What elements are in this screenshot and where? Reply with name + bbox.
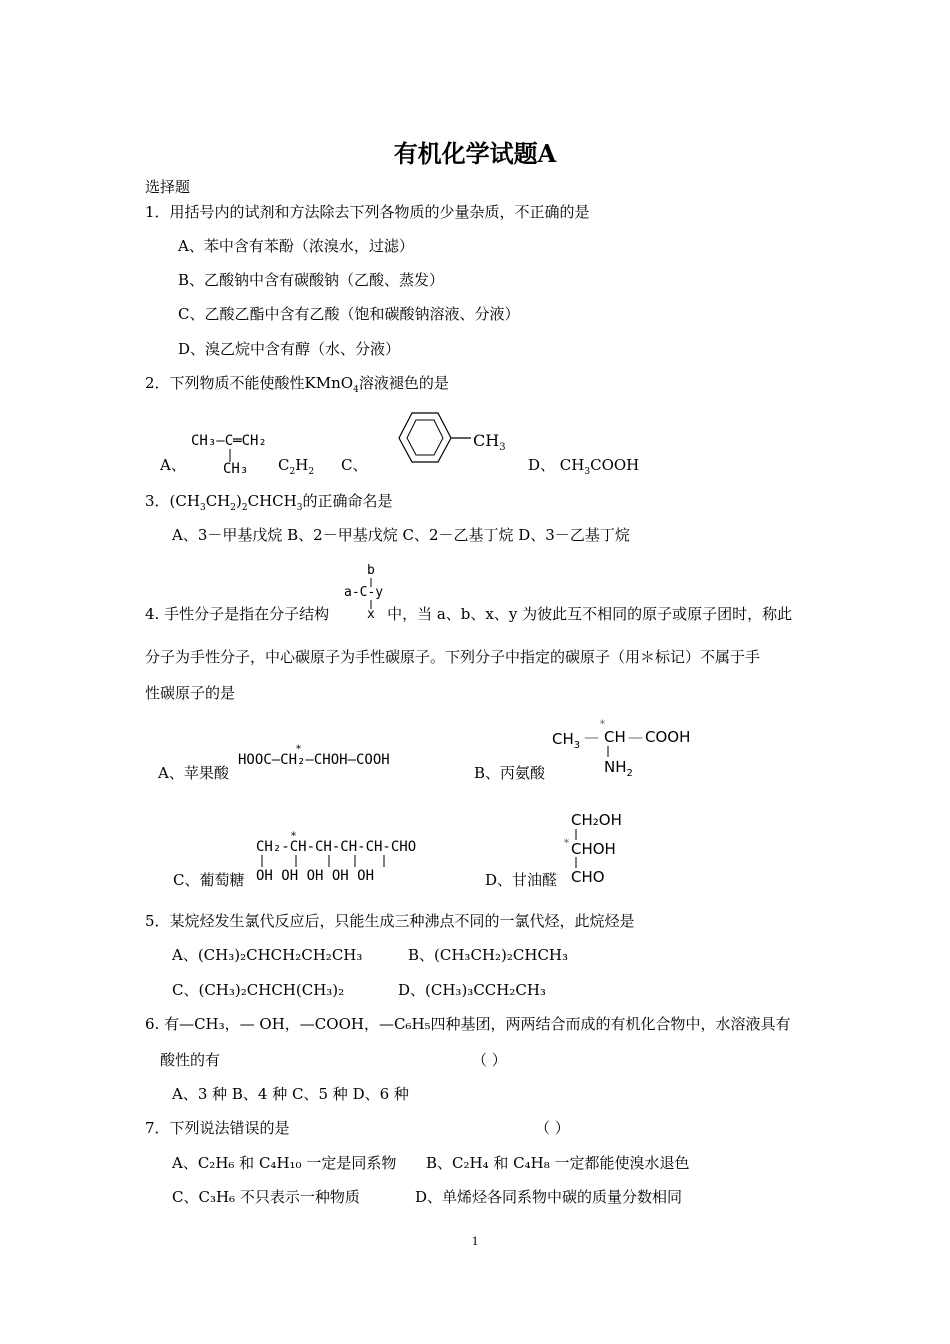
q7-stem: 7．下列说法错误的是 xyxy=(145,1119,290,1137)
q2-option-a-structure-line2: CH₃ xyxy=(223,461,249,477)
q1-option-a: A、苯中含有苯酚（浓溴水，过滤） xyxy=(178,237,414,255)
q1-option-b: B、乙酸钠中含有碳酸钠（乙酸、蒸发） xyxy=(178,271,445,289)
q3-stem: 3．$(CH_3CH_2)_2CHCH_3$的正确命名是 xyxy=(145,492,393,513)
q3-options: A、3－甲基戊烷 B、2－甲基戊烷 C、2－乙基丁烷 D、3－乙基丁烷 xyxy=(172,526,630,544)
section-heading: 选择题 xyxy=(145,178,191,196)
document-title: 有机化学试题A xyxy=(393,139,557,168)
q5-stem: 5．某烷烃发生氯代反应后，只能生成三种沸点不同的一氯代烃，此烷烃是 xyxy=(145,912,635,930)
q4-option-b-nh2: $NH_2$ xyxy=(604,758,633,779)
q4-option-d-line1: CH₂OH xyxy=(571,811,622,829)
q7-option-b: B、C₂H₄ 和 C₄H₈ 一定都能使溴水退色 xyxy=(426,1154,690,1172)
q4-stem-line1: 4. 手性分子是指在分子结构 中，当 a、b、x、y 为彼此互不相同的原子或原子团时，称此 xyxy=(145,605,793,623)
q2-option-a-label: A、 xyxy=(160,456,186,474)
q7-answer-paren: （ ） xyxy=(535,1119,570,1137)
q7-option-c: C、C₃H₆ 不只表示一种物质 xyxy=(172,1188,360,1206)
q4-stem-line2: 分子为手性分子，中心碳原子为手性碳原子。下列分子中指定的碳原子（用＊标记）不属于手 xyxy=(145,648,761,666)
q4-option-c-hydroxyls: OH OH OH OH OH xyxy=(256,868,375,884)
chiral-structure-bottom: x xyxy=(367,607,375,622)
q4-option-a-label: A、苹果酸 xyxy=(158,764,229,782)
q4-option-d-label: D、甘油醛 xyxy=(485,871,558,889)
q6-answer-paren: （ ） xyxy=(472,1051,507,1069)
q4-option-a-formula: HOOC—CH₂—CHOH—COOH xyxy=(238,752,390,768)
q7-option-a: A、C₂H₆ 和 C₄H₁₀ 一定是同系物 xyxy=(172,1154,397,1172)
chiral-structure-top: b xyxy=(367,563,375,578)
chiral-star-d: * xyxy=(564,838,569,849)
q4-option-d-line2: CHOH xyxy=(571,840,616,858)
chiral-structure-middle: a-C-y xyxy=(344,585,384,600)
q2-stem: 2．下列物质不能使酸性KMnO$_4$溶液褪色的是 xyxy=(145,374,449,395)
q4-option-b-bond1: — xyxy=(584,728,599,746)
q1-stem: 1．用括号内的试剂和方法除去下列各物质的少量杂质，不正确的是 xyxy=(145,203,590,221)
q4-option-c-chain: CH₂-CH-CH-CH-CH-CHO xyxy=(256,839,417,855)
q5-option-d: D、(CH₃)₃CCH₂CH₃ xyxy=(398,981,546,999)
q4-option-b-ch: CH xyxy=(604,728,626,746)
q4-option-b-label: B、丙氨酸 xyxy=(474,764,546,782)
q7-option-d: D、单烯烃各同系物中碳的质量分数相同 xyxy=(415,1188,683,1206)
q4-stem-line3: 性碳原子的是 xyxy=(145,684,236,702)
chiral-star-c: * xyxy=(291,831,296,842)
chiral-star-a: * xyxy=(296,744,301,755)
q5-option-b: B、(CH₃CH₂)₂CHCH₃ xyxy=(408,946,569,964)
q2-option-d: D、 $CH_3COOH$ xyxy=(528,456,640,477)
q4-option-d-line3: CHO xyxy=(571,868,605,886)
q2-option-b: $C_2H_2$ xyxy=(278,456,315,477)
q6-stem: 6. 有—CH₃，— OH，—COOH，—C₆H₅四种基团，两两结合而成的有机化合物中，水溶液具有 xyxy=(145,1015,791,1033)
q1-option-c: C、乙酸乙酯中含有乙酸（饱和碳酸钠溶液、分液） xyxy=(178,305,520,323)
page-number: 1 xyxy=(471,1233,479,1248)
q6-stem-line2: 酸性的有 xyxy=(160,1051,221,1069)
q6-options: A、3 种 B、4 种 C、5 种 D、6 种 xyxy=(172,1085,409,1103)
q4-option-b-cooh: COOH xyxy=(645,728,691,746)
q4-option-b-structure: $CH_3$ xyxy=(552,730,581,751)
q1-option-d: D、溴乙烷中含有醇（水、分液） xyxy=(178,340,401,358)
q5-option-c: C、(CH₃)₂CHCH(CH₃)₂ xyxy=(172,981,345,999)
q2-option-c-methyl: $CH_3$ xyxy=(473,431,506,454)
q5-option-a: A、(CH₃)₂CHCH₂CH₂CH₃ xyxy=(172,946,363,964)
q2-option-c-label: C、 xyxy=(341,456,368,474)
q2-option-a-structure-line1: CH₃—C═CH₂ xyxy=(191,433,267,449)
chiral-star-b: * xyxy=(600,719,605,730)
q4-option-c-label: C、葡萄糖 xyxy=(173,871,245,889)
q4-option-b-bond2: — xyxy=(628,728,643,746)
